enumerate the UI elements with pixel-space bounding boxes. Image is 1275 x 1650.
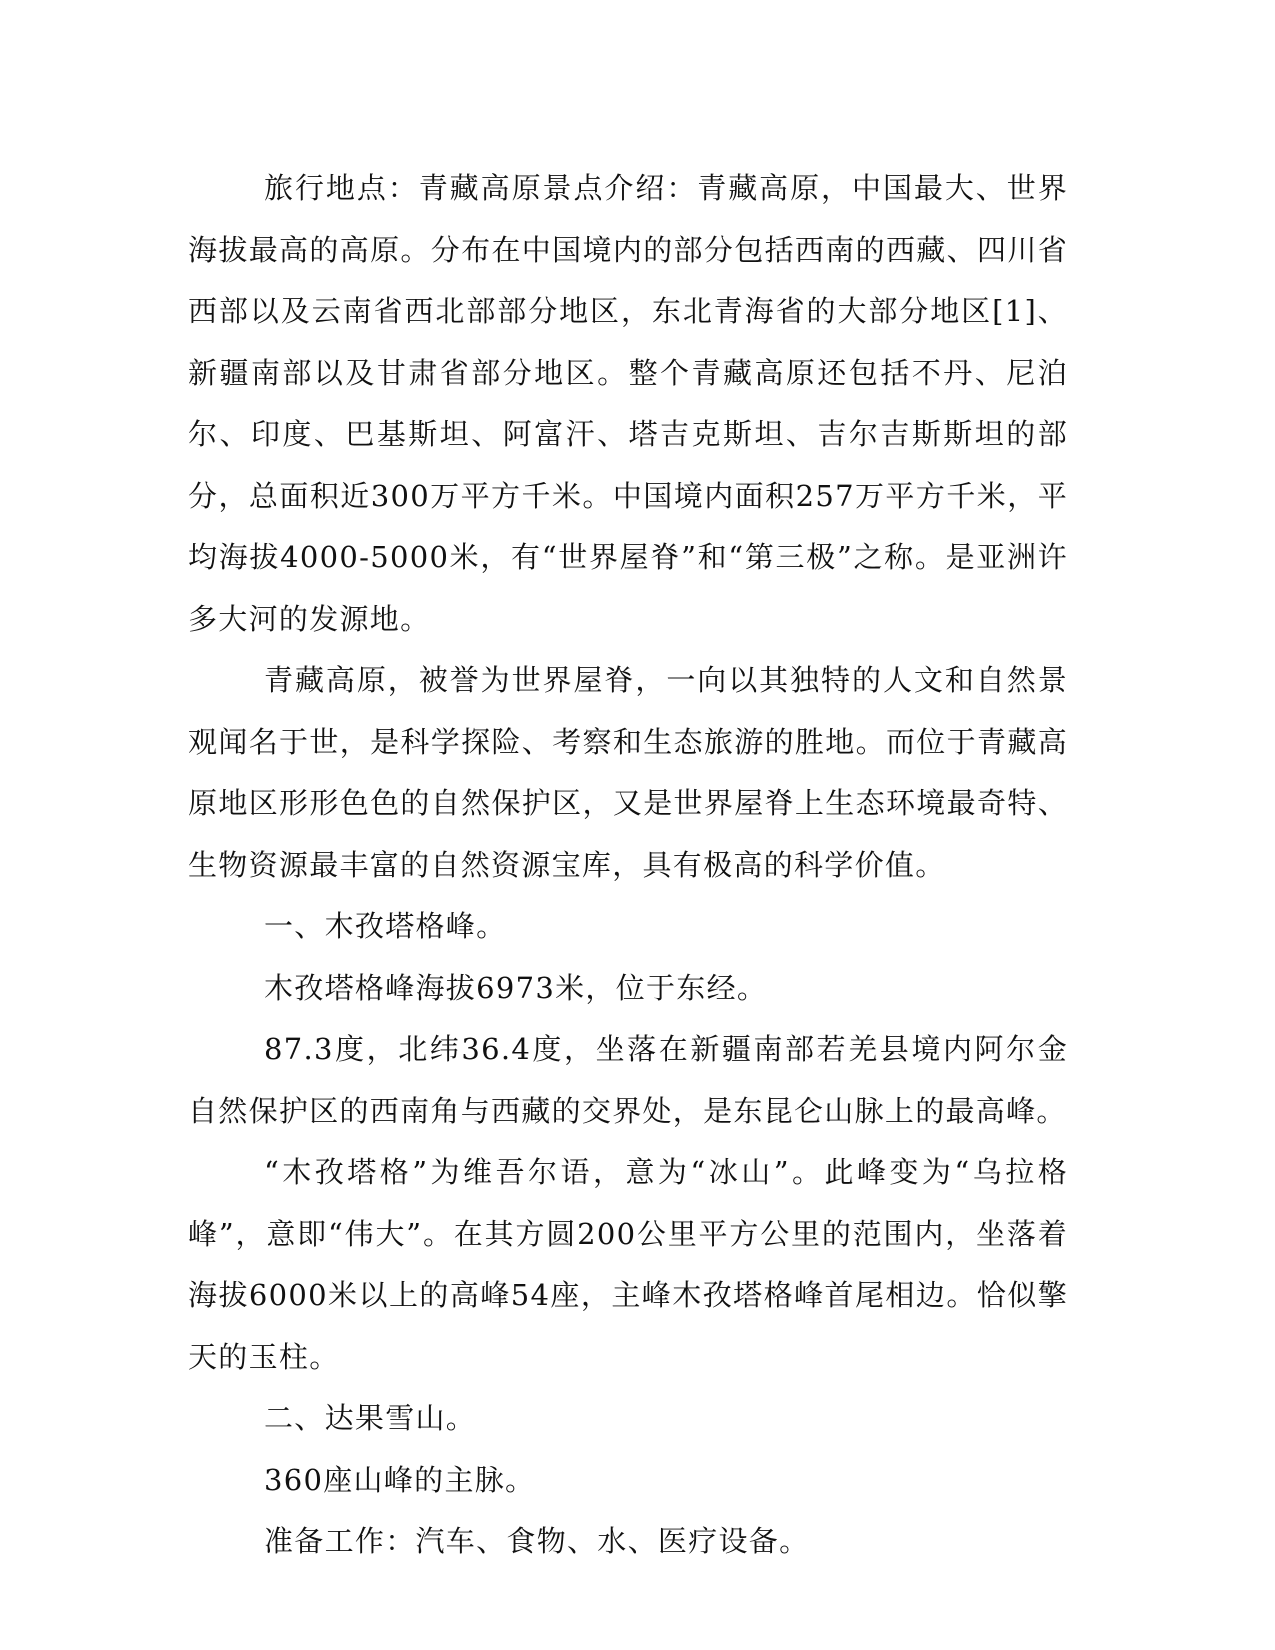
paragraph-muztag-altitude: 木孜塔格峰海拔6973米，位于东经。 — [264, 970, 768, 1005]
paragraph-intro: 旅行地点：青藏高原景点介绍：青藏高原，中国最大、世界海拔最高的高原。分布在中国境内的部分包括西南的西藏、四川省西部以及云南省西北部部分地区，东北青海省的大部分地区[1]、新疆南部以及甘肃省部分地区。整个青藏高原还包括不丹、尼泊尔、印度、巴基斯坦、阿富汗、塔吉克斯坦、吉尔吉斯斯坦的部分，总面积近300万平方千米。中国境内面积257万平方千米，平均海拔4000-5000米，有“世界屋脊”和“第三极”之称。是亚洲许多大河的发源地。 — [188, 171, 1068, 636]
paragraph-daguo: 360座山峰的主脉。 — [264, 1462, 536, 1497]
document-body — [188, 158, 1068, 1573]
paragraph-muztag-location: 87.3度，北纬36.4度，坐落在新疆南部若羌县境内阿尔金自然保护区的西南角与西藏的交界处，是东昆仑山脉上的最高峰。 — [188, 1032, 1068, 1128]
section-heading-daguo: 二、达果雪山。 — [264, 1401, 477, 1435]
paragraph-overview: 青藏高原，被誉为世界屋脊，一向以其独特的人文和自然景观闻名于世，是科学探险、考察和生态旅游的胜地。而位于青藏高原地区形形色色的自然保护区，又是世界屋脊上生态环境最奇特、生物资源最丰富的自然资源宝库，具有极高的科学价值。 — [188, 663, 1068, 882]
paragraph-muztag-name: “木孜塔格”为维吾尔语，意为“冰山”。此峰变为“乌拉格峰”，意即“伟大”。在其方圆200公里平方公里的范围内，坐落着海拔6000米以上的高峰54座，主峰木孜塔格峰首尾相边。恰似擎天的玉柱。 — [188, 1155, 1068, 1374]
section-heading-muztag: 一、木孜塔格峰。 — [264, 909, 507, 943]
paragraph-preparation: 准备工作：汽车、食物、水、医疗设备。 — [264, 1524, 810, 1558]
